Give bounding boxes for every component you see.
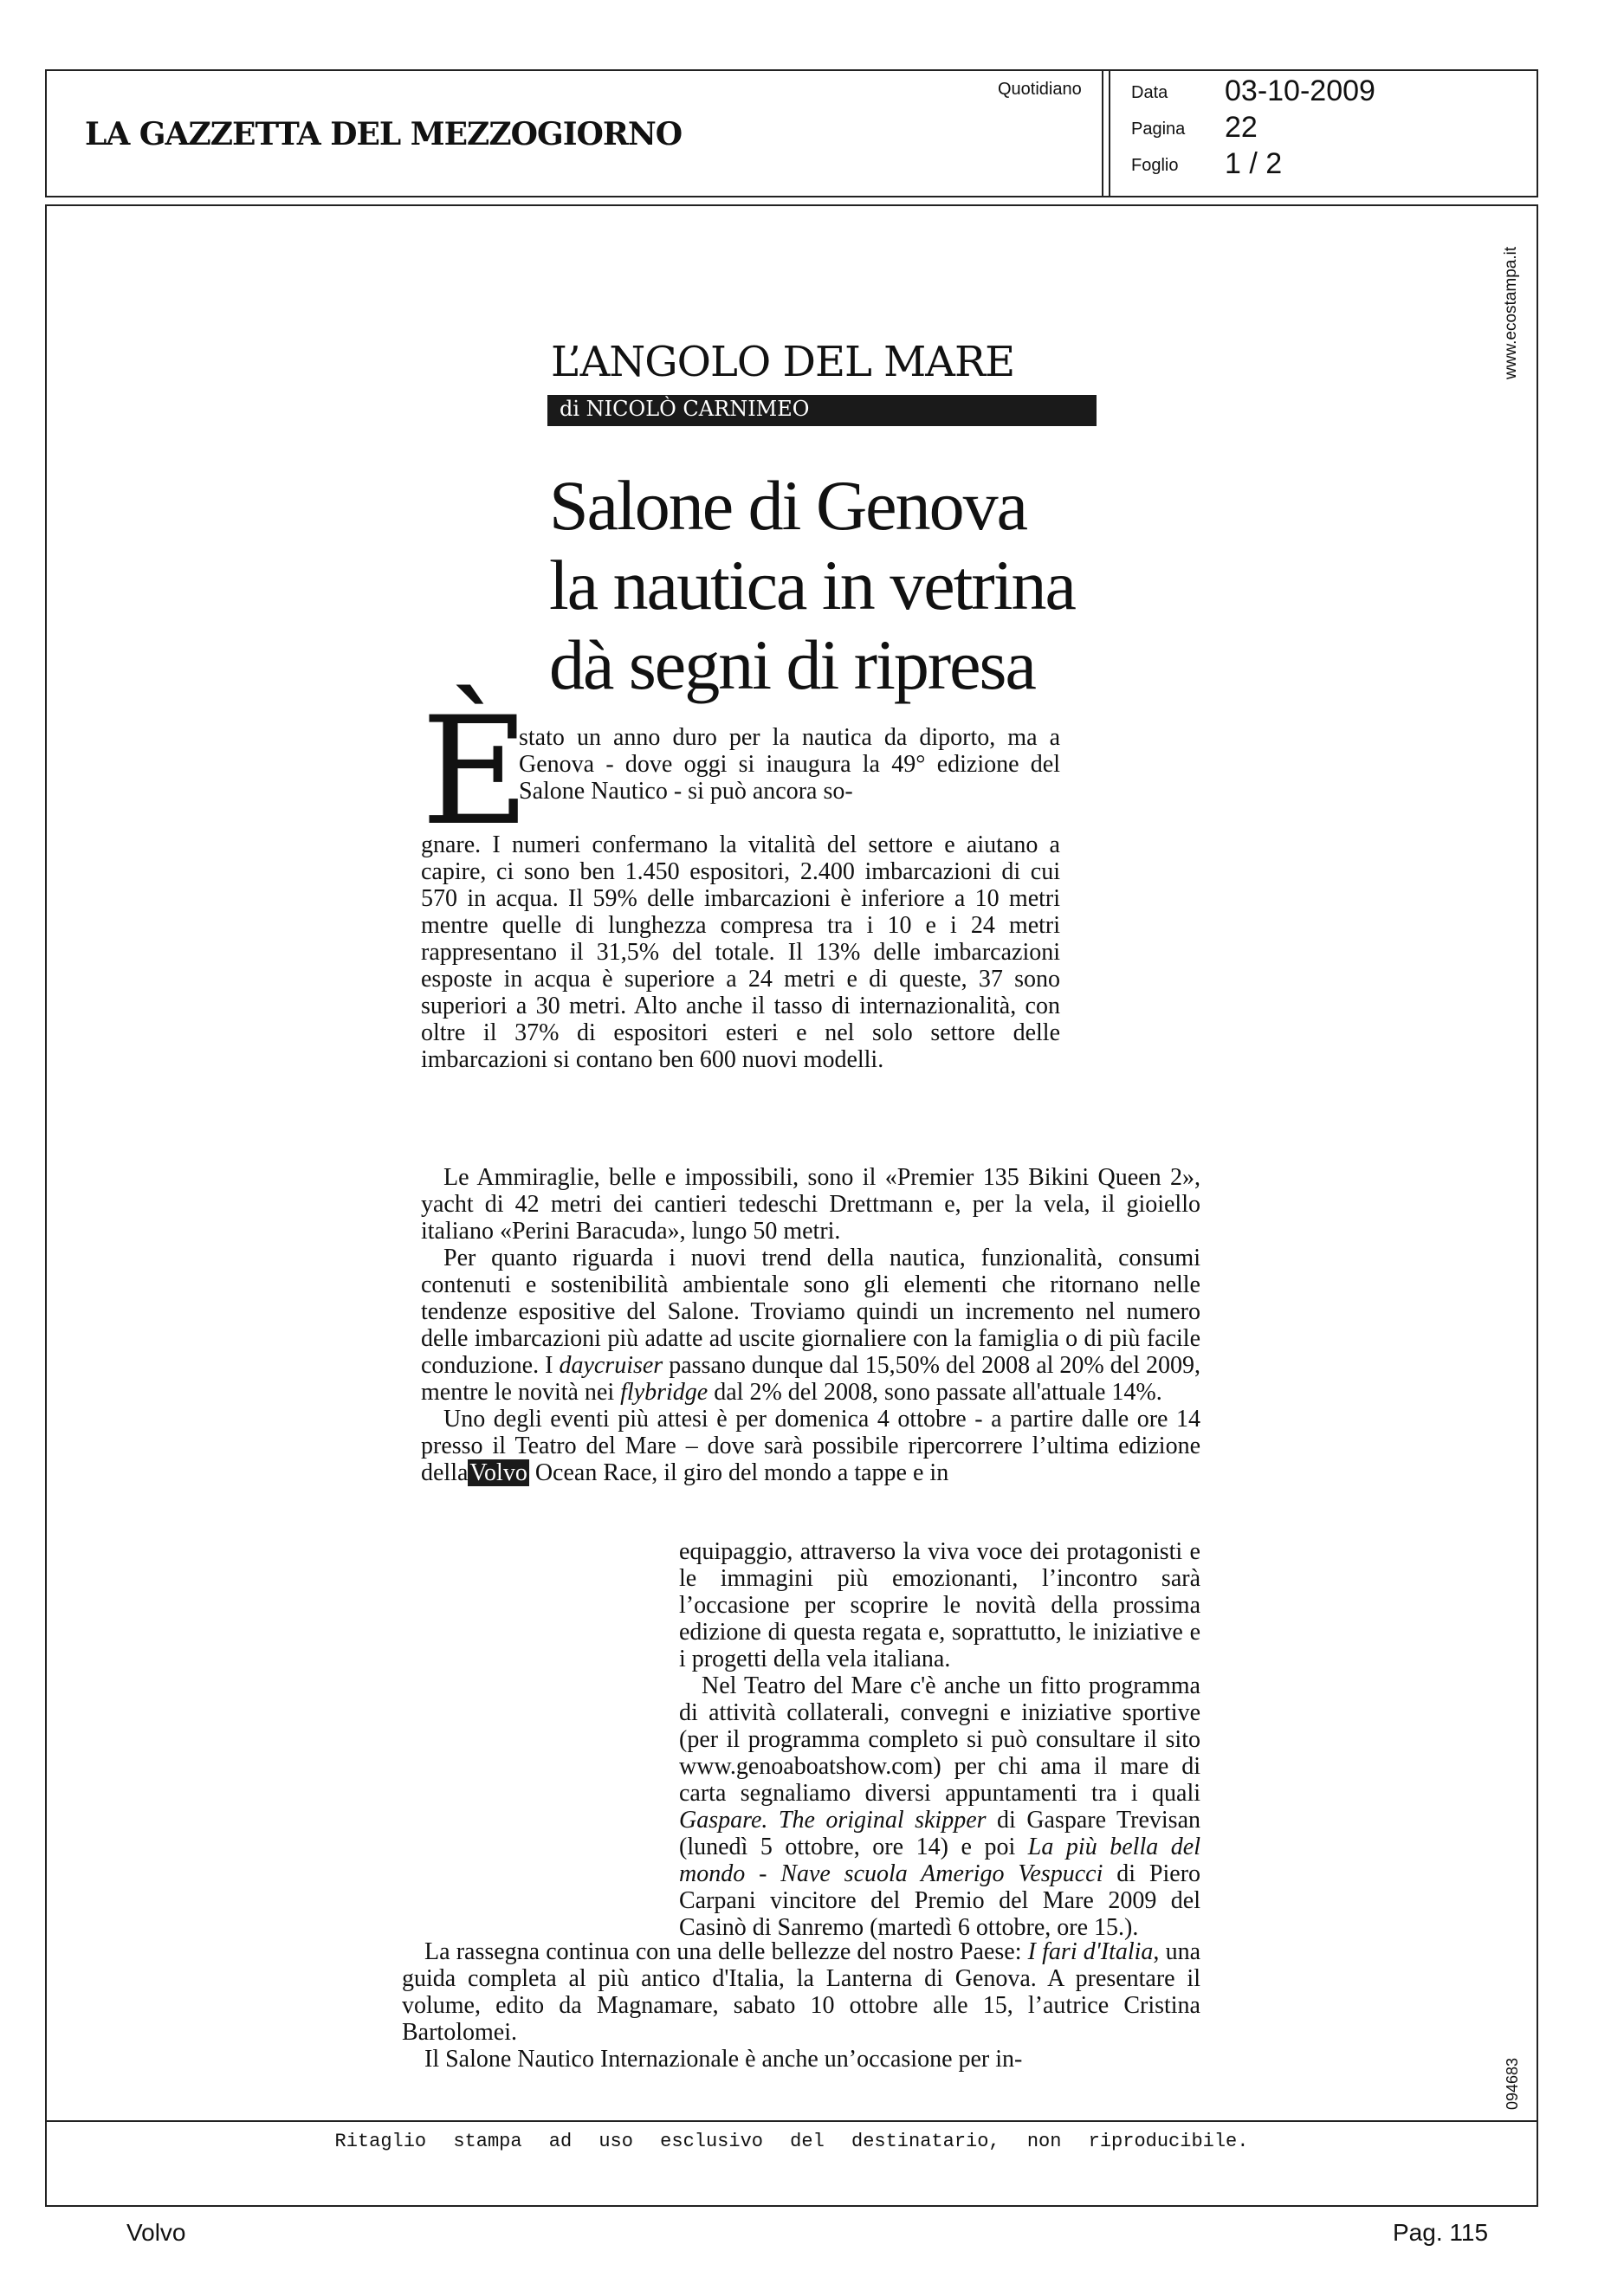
drop-cap: È (421, 684, 530, 858)
foglio-value: 1 / 2 (1225, 147, 1283, 180)
headline (549, 466, 1155, 705)
headline-line: dà segni di ripresa (549, 625, 1035, 704)
article-wide-column (421, 1164, 1200, 1486)
rubric-title: L’ANGOLO DEL MARE (551, 338, 1015, 386)
pagina-value: 22 (1225, 111, 1258, 144)
paragraph: La rassegna continua con una delle bellezze del nostro Paese: I fari d'Italia, una guida completa al più antico d'Italia, la Lanterna di Genova. A presentare il volume, edito da Magnamare, sabato 10 ottobre alle 15, l’autrice Cristina Bartolomei. (402, 1938, 1200, 2046)
highlighted-keyword: Volvo (469, 1459, 527, 1486)
data-value: 03-10-2009 (1225, 74, 1375, 107)
pagina-label: Pagina (1131, 120, 1186, 139)
article-right-column (679, 1538, 1200, 1941)
paragraph: Le Ammiraglie, belle e impossibili, sono il «Premier 135 Bikini Queen 2», yacht di 42 metri dei cantieri tedeschi Drettmann e, per la vela, il gioiello italiano «Perini Baracuda», lungo 50 metri. (421, 1164, 1200, 1245)
footer-keyword: Volvo (126, 2219, 186, 2246)
newspaper-masthead: LA GAZZETTA DEL MEZZOGIORNO (85, 116, 683, 152)
footer-divider (47, 2120, 1537, 2122)
paragraph: Nel Teatro del Mare c'è anche un fitto programma di attività collaterali, convegni e iniziative sportive (per il programma completo si può consultare il sito www.genoaboatshow.com) per chi ama il mare di carta segnaliamo diversi appuntamenti tra i quali Gaspare. The original skipper di Gaspare Trevisan (lunedì 5 ottobre, ore 14) e poi La più bella del mondo - Nave scuola Amerigo Vespucci di Piero Carpani vincitore del Premio del Mare 2009 del Casinò di Sanremo (martedì 6 ottobre, ore 15.). (679, 1672, 1201, 1941)
paragraph: equipaggio, attraverso la viva voce dei protagonisti e le immagini più emozionanti, l’incontro sarà l’occasione per scoprire le novità della prossima edizione di questa regata e, soprattutto, le iniziative e i progetti della vela italiana. (679, 1538, 1200, 1672)
header-divider (1102, 71, 1103, 197)
author-bar (547, 395, 1097, 426)
clipping-code: 094683 (1504, 2057, 1521, 2110)
article-bottom-column (402, 1938, 1200, 2073)
clipping-box (45, 204, 1538, 2207)
paragraph: Per quanto riguarda i nuovi trend della nautica, funzionalità, consumi contenuti e sostenibilità ambientale sono gli elementi che ritornano nelle tendenze espositive del Salone. Troviamo quindi un incremento nel numero delle imbarcazioni più adatte ad uscite giornaliere con la famiglia o di più facile conduzione. I daycruiser passano dunque dal 15,50% del 2008 al 20% del 2009, mentre le novità nei flybridge dal 2% del 2008, sono passate all'attuale 14%. (421, 1245, 1201, 1406)
paragraph: Uno degli eventi più attesi è per domenica 4 ottobre - a partire dalle ore 14 presso il Teatro del Mare – dove sarà possibile ripercorrere l’ultima edizione dellaVolvo Ocean Race, il giro del mondo a tappe e in (421, 1406, 1200, 1486)
author-name: di NICOLÒ CARNIMEO (560, 397, 810, 421)
paragraph-intro-continued: gnare. I numeri confermano la vitalità del settore e aiutano a capire, ci sono ben 1.450 espositori, 2.400 imbarcazioni di cui 570 in acqua. Il 59% delle imbarcazioni è inferiore a 10 metri mentre quelle di lunghezza compresa tra i 10 e i 24 metri rappresentano il 31,5% del totale. Il 13% delle imbarcazioni esposte in acqua è superiore a 24 metri e di queste, 37 sono superiori a 30 metri. Alto anche il tasso di internazionalità, con oltre il 37% di espositori esteri e nel solo settore delle imbarcazioni si contano ben 600 nuovi modelli. (421, 831, 1060, 1073)
paragraph: Il Salone Nautico Internazionale è anche un’occasione per in- (424, 2046, 1023, 2073)
header-box (45, 69, 1538, 197)
disclaimer: Ritaglio stampa ad uso esclusivo del destinatario, non riproducibile. (334, 2131, 1249, 2152)
page-number: Pag. 115 (1393, 2219, 1489, 2246)
paragraph-intro: stato un anno duro per la nautica da diporto, ma a Genova - dove oggi si inaugura la 49° edizione del Salone Nautico - si può ancora so- (519, 724, 1060, 805)
headline-line: la nautica in vetrina (549, 546, 1075, 624)
foglio-label: Foglio (1131, 156, 1179, 175)
header-divider (1109, 71, 1110, 197)
headline-line: Salone di Genova (549, 466, 1026, 545)
publication-type: Quotidiano (998, 80, 1082, 99)
website-label: www.ecostampa.it (1502, 246, 1520, 379)
data-label: Data (1131, 83, 1168, 102)
